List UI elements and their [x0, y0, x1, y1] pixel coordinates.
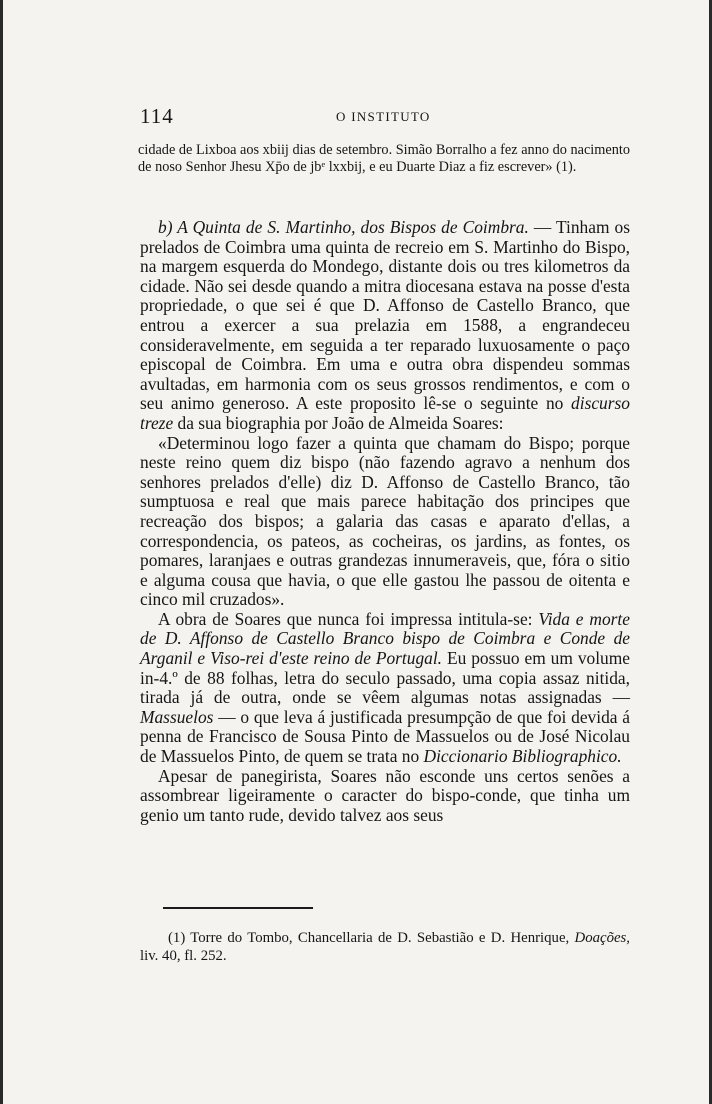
paragraph-4: Apesar de panegirista, Soares não esconde uns certos senões a assombrear ligeiramente o caracter do bispo-conde, que tinha um genio um tanto rude, devido talvez aos seus	[140, 765, 630, 825]
footnote-rule	[163, 907, 313, 909]
paragraph-1-italic: discurso treze	[140, 393, 630, 433]
footnote	[140, 929, 630, 965]
heading-dash: —	[528, 217, 556, 237]
section-heading: b) A Quinta de S. Martinho, dos Bispos de Coimbra.	[158, 217, 529, 237]
intro-paragraph: cidade de Lixboa aos xbiij dias de setembro. Simão Borralho a fez anno do nacimento de noso Senhor Jhesu Xp̄o de jbᵉ lxxbij, e eu Duarte Diaz a fiz escrever» (1).	[138, 142, 630, 175]
running-head: O INSTITUTO	[336, 109, 431, 124]
paragraph-3	[140, 610, 630, 767]
book-title: Vida e morte de D. Affonso de Castello Branco bispo de Coimbra e Conde de Arganil e Viso-rei d'este reino de Portugal.	[140, 608, 630, 669]
paragraph-1-text: Tinham os prelados de Coimbra uma quinta de recreio em S. Martinho do Bispo, na margem esquerda do Mondego, distante dois ou tres kilometros da cidade. Não sei desde quando a mitra diocesana estava na posse d'esta propriedade, o que sei é que D. Affonso de Castello Branco, que entrou a exercer a sua prelazia em 1588, a engrandeceu consideravelmente, em seguida a ter reparado luxuosamente o paço episcopal de Coimbra. Em uma e outra obra dispendeu sommas avultadas, em harmonia com os seus grossos rendimentos, e com o seu animo generoso. A este proposito lê-se o seguinte no	[140, 217, 630, 414]
paragraph-3-e: — o que leva á justificada presumpção de que foi devida á penna de Francisco de Sousa Pinto de Massuelos ou de José Nicolau de Massuelos Pinto, de quem se trata no	[140, 706, 630, 767]
footnote-end: liv. 40, fl. 252.	[140, 948, 227, 964]
paragraph-1	[140, 218, 630, 434]
paragraph-3-a: A obra de Soares que nunca foi impressa intitula-se:	[158, 608, 539, 629]
main-text	[140, 218, 630, 825]
footnote-italic: Doações,	[574, 930, 630, 946]
footnote-text: (1) Torre do Tombo, Chancellaria de D. Sebastião e D. Henrique,	[168, 930, 575, 946]
paragraph-1-end: da sua biographia por João de Almeida Soares:	[173, 412, 504, 433]
dictionary-title: Diccionario Bibliographico.	[423, 746, 622, 767]
page-number: 114	[140, 104, 174, 128]
quote-paragraph: «Determinou logo fazer a quinta que chamam do Bispo; porque neste reino quem diz bispo (não fazendo agravo a nenhum dos senhores prelados d'elle) diz D. Affonso de Castello Branco, tão sumptuosa e real que mais parece habitação dos principes que recreação dos bispos; a galaria das casas e aparato d'ellas, a correspondencia, os pateos, as cocheiras, os jardins, as fontes, os pomares, laranjaes e outras grandezas innumeraveis, que, fóra o sitio e alguma cousa que havia, o que elle gastou lhe passou de oitenta e cinco mil cruzados».	[140, 432, 630, 610]
page-edge-left	[0, 0, 3, 1104]
signature-name: Massuelos	[140, 706, 214, 727]
paragraph-3-c: Eu possuo em um volume in-4.º de 88 folhas, letra do seculo passado, uma copia assaz nitida, tirada já de outra, onde se vêem algumas notas assignadas —	[140, 648, 630, 708]
page-header	[140, 104, 630, 132]
